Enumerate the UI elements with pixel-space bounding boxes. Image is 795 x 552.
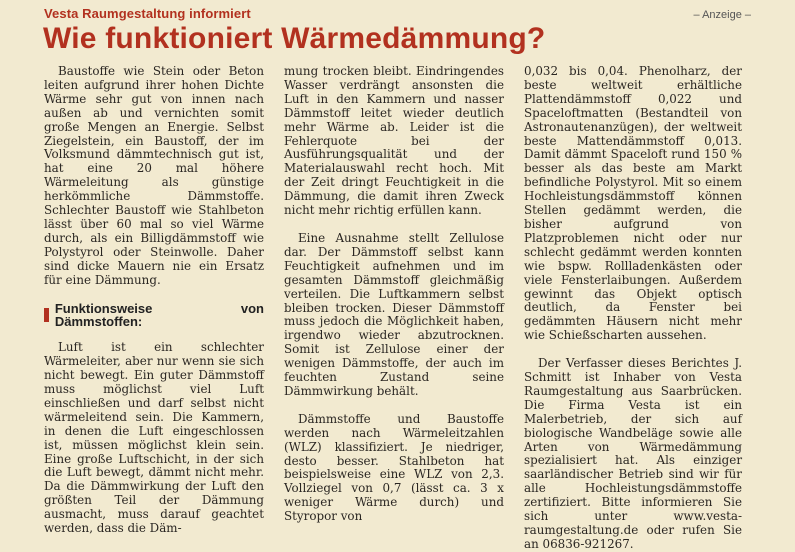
paragraph: mung trocken bleibt. Eindringendes Wasser verdrängt ansonsten die Luft in den Kammern und nasser Dämmstoff leitet wieder deutlich mehr Wärme ab. Leider ist die Fehlerquote bei der Ausführungsqualität und der Materialauswahl recht hoch. Mit der Zeit dringt Feuchtigkeit in die Dämmung, die damit ihren Zweck nicht mehr richtig erfüllen kann. xyxy=(284,64,504,218)
column-1 xyxy=(44,65,264,536)
paragraph: Luft ist ein schlechter Wärmeleiter, aber nur wenn sie sich nicht bewegt. Ein guter Dämmstoff muss möglichst viel Luft einschließen und darf selbst nicht wärmeleitend sein. Die Kammern, in denen die Luft eingeschlossen ist, müssen möglichst klein sein. Eine große Luftschicht, in der sich die Luft bewegt, dämmt nicht mehr. Da die Dämmwirkung der Luft den größten Teil der Dämmung ausmacht, muss darauf geachtet werden, dass die Däm- xyxy=(44,340,264,536)
column-2 xyxy=(284,65,504,524)
kicker: Vesta Raumgestaltung informiert xyxy=(44,6,251,21)
author-note: Der Verfasser dieses Berichtes J. Schmitt ist Inhaber von Vesta Raumgestaltung aus Saarbrücken. Die Firma Vesta ist ein Malerbetrieb, der sich auf biologische Wandbeläge sowie alle Arten von Wärmedämmung spezialisiert hat. Als einziger saarländischer Betrieb sind wir für alle Hochleistungsdämmstoffe zertifiziert. Bitte informieren Sie sich unter www.vesta-raumgestaltung.de oder rufen Sie an 06836-921267. xyxy=(524,356,742,551)
heading-bar-icon xyxy=(44,308,49,322)
paragraph: Eine Ausnahme stellt Zellulose dar. Der Dämmstoff selbst kann Feuchtigkeit aufnehmen und im gesamten Dämmstoff gleichmäßig verteilen. Die Luftkammern selbst bleiben trocken. Dieser Dämmstoff muss jedoch die Möglichkeit haben, irgendwo wieder abzutrocknen. Somit ist Zellulose einer der wenigen Dämmstoffe, der auch im feuchten Zustand seine Dämmwirkung behält. xyxy=(284,230,504,398)
section-heading-label: Funktionsweise von Dämmstoffen: xyxy=(54,300,264,330)
advertisement-label: – Anzeige – xyxy=(693,9,751,21)
paragraph: Dämmstoffe und Baustoffe werden nach Wärmeleitzahlen (WLZ) klassifiziert. Je niedriger, desto besser. Stahlbeton hat beispielsweise eine WLZ von 2,3. Vollziegel von 0,7 (lässt ca. 3 x weniger Wärme durch) und Styropor von xyxy=(284,411,504,524)
section-heading xyxy=(44,302,264,330)
column-3 xyxy=(524,65,742,552)
paragraph: 0,032 bis 0,04. Phenolharz, der beste weltweit erhältliche Plattendämmstoff 0,022 und Spaceloftmatten (Bestandteil von Astronautenanzügen), der weltweit beste Mattendämmstoff 0,013. Damit dämmt Spaceloft rund 150 % besser als das beste am Markt befindliche Polystyrol. Mit so einem Hochleistungsdämmstoff können Stellen gedämmt werden, die bisher aufgrund von Platzproblemen nicht oder nur schlecht gedämmt werden konnten wie bspw. Rollladenkästen oder viele Fensterlaibungen. Außerdem gewinnt das Objekt optisch deutlich, da Fenster bei gedämmten Häusern nicht mehr wie Schießscharten aussehen. xyxy=(524,64,742,343)
paragraph: Baustoffe wie Stein oder Beton leiten aufgrund ihrer hohen Dichte Wärme sehr gut von innen nach außen ab und vernichten somit große Mengen an Energie. Selbst Ziegelstein, ein Baustoff, der im Volksmund dämmtechnisch gut ist, hat eine 20 mal höhere Wärmeleitung als günstige herkömmliche Dämmstoffe. Schlechter Baustoff wie Stahlbeton lässt über 60 mal so viel Wärme durch, als ein Billigdämmstoff wie Polystyrol oder Steinwolle. Daher sind dicke Mauern nie ein Ersatz für eine Dämmung. xyxy=(44,64,264,287)
page-title: Wie funktioniert Wärmedämmung? xyxy=(43,22,546,55)
